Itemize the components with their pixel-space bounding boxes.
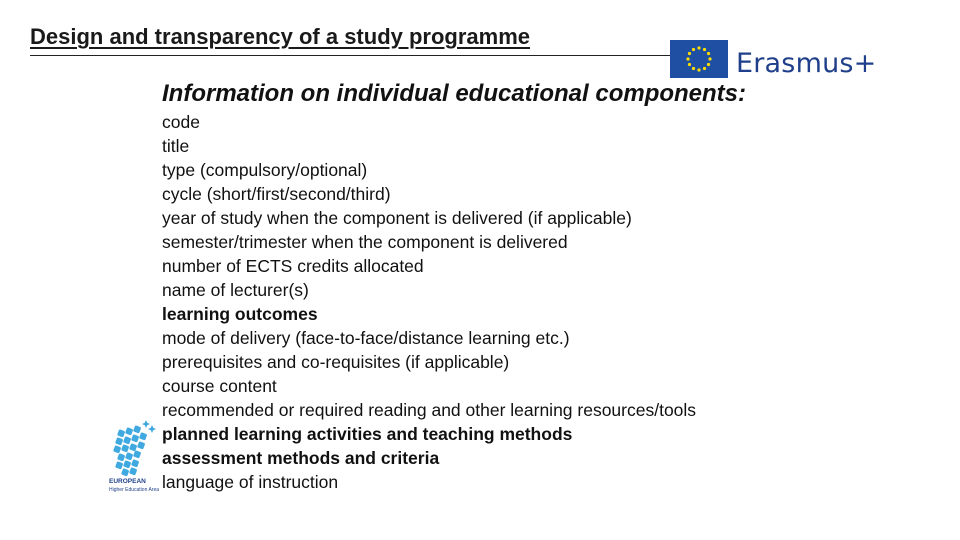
title-underline-rule xyxy=(30,55,670,56)
eu-star-icon xyxy=(703,67,706,70)
list-item: type (compulsory/optional) xyxy=(162,160,368,180)
list-item: recommended or required reading and other learning resources/tools xyxy=(162,400,697,420)
eu-flag-icon xyxy=(670,40,728,78)
ehea-puzzle-piece xyxy=(139,432,147,440)
list-item: planned learning activities and teaching methods xyxy=(162,424,573,444)
ehea-logo-subtext: Higher Education Area xyxy=(109,487,160,493)
ehea-puzzle-piece xyxy=(113,445,121,453)
eu-star-icon xyxy=(697,68,700,71)
list-item: course content xyxy=(162,376,277,396)
slide-title: Design and transparency of a study programme xyxy=(30,24,531,49)
list-item: mode of delivery (face-to-face/distance learning etc.) xyxy=(162,328,570,348)
ehea-puzzle-piece xyxy=(117,453,125,461)
ehea-puzzle-piece xyxy=(117,429,125,437)
ehea-puzzle-piece xyxy=(133,450,141,458)
eu-star-icon xyxy=(686,57,689,60)
ehea-puzzle-piece xyxy=(131,434,139,442)
ehea-puzzle-piece xyxy=(129,443,137,451)
subheading: Information on individual educational components: xyxy=(162,80,747,107)
ehea-puzzle-icon xyxy=(106,420,166,478)
list-item: semester/trimester when the component is delivered xyxy=(162,232,568,252)
list-item: year of study when the component is delivered (if applicable) xyxy=(162,208,632,228)
eu-star-icon xyxy=(707,63,710,66)
ehea-puzzle-piece xyxy=(121,444,129,452)
ehea-puzzle-piece xyxy=(131,459,139,467)
ehea-puzzle-piece xyxy=(129,467,137,475)
eu-star-icon xyxy=(688,63,691,66)
ehea-logo xyxy=(106,420,166,504)
ehea-puzzle-piece xyxy=(123,460,131,468)
eu-star-icon xyxy=(688,52,691,55)
list-item: learning outcomes xyxy=(162,304,318,324)
ehea-puzzle-piece xyxy=(133,425,141,433)
list-item: name of lecturer(s) xyxy=(162,280,309,300)
ehea-puzzle-piece xyxy=(115,461,123,469)
ehea-puzzle-piece xyxy=(137,441,145,449)
eu-star-icon xyxy=(703,48,706,51)
list-item: title xyxy=(162,136,190,156)
eu-star-icon xyxy=(697,46,700,49)
list-item: cycle (short/first/second/third) xyxy=(162,184,391,204)
ehea-puzzle-piece xyxy=(125,427,133,435)
ehea-puzzle-piece xyxy=(121,468,129,476)
ehea-star-icon xyxy=(142,420,150,428)
component-info-list xyxy=(162,110,696,494)
list-item: assessment methods and criteria xyxy=(162,448,440,468)
ehea-star-icon xyxy=(148,425,156,433)
eu-star-icon xyxy=(708,57,711,60)
list-item: language of instruction xyxy=(162,472,339,492)
erasmus-plus-wordmark: Erasmus+ xyxy=(736,48,877,79)
list-item: code xyxy=(162,112,200,132)
list-item: number of ECTS credits allocated xyxy=(162,256,424,276)
eu-star-icon xyxy=(692,67,695,70)
ehea-puzzle-piece xyxy=(123,436,131,444)
eu-star-icon xyxy=(692,48,695,51)
ehea-puzzle-piece xyxy=(125,452,133,460)
ehea-logo-text: EUROPEAN xyxy=(109,478,146,485)
ehea-puzzle-piece xyxy=(115,437,123,445)
erasmus-plus-logo xyxy=(670,40,877,80)
list-item: prerequisites and co-requisites (if applicable) xyxy=(162,352,510,372)
eu-star-icon xyxy=(707,52,710,55)
